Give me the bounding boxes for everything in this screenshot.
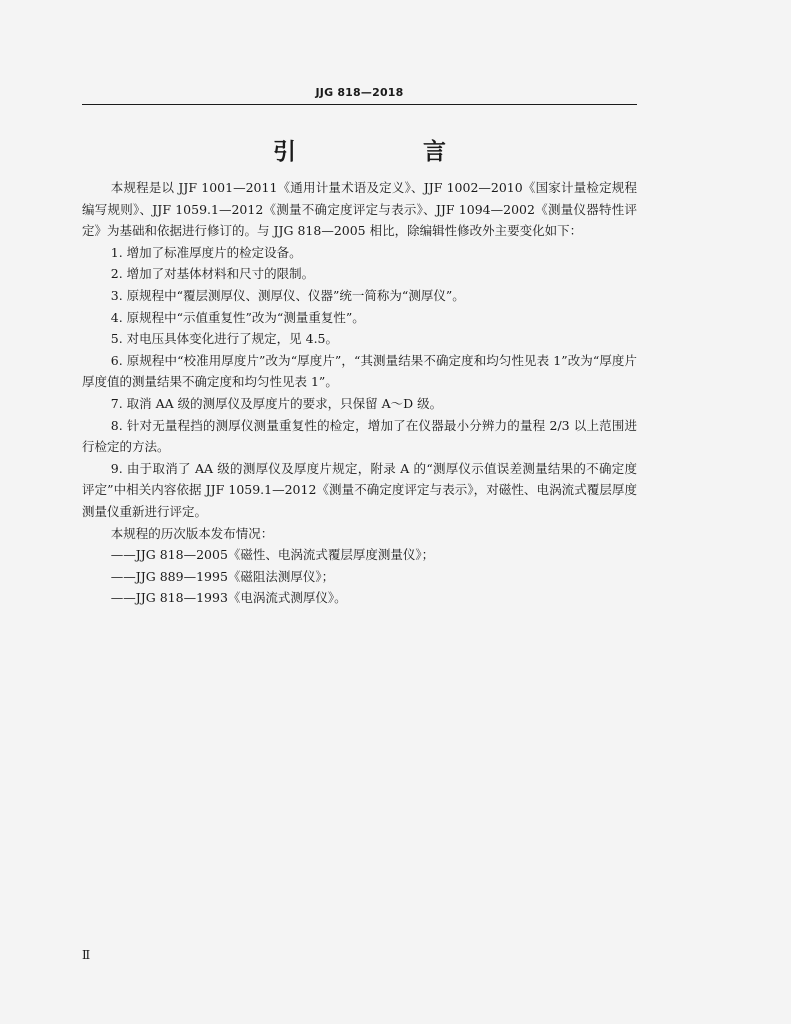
history-intro: 本规程的历次版本发布情况：	[110, 525, 274, 541]
page-number: Ⅱ	[82, 948, 91, 962]
header-rule	[82, 104, 637, 105]
body-text	[82, 177, 637, 609]
change-item-1: 1. 增加了标准厚度片的检定设备。	[110, 244, 302, 260]
change-item-6: 6. 原规程中“校准用厚度片”改为“厚度片”，“其测量结果不确定度和均匀性见表 1”改为“厚度片厚度值的测量结果不确定度和均匀性见表 1”。	[82, 352, 637, 390]
history-item-3: ——JJG 818—1993《电涡流式测厚仪》。	[110, 590, 347, 606]
section-title: 引 言	[273, 139, 498, 165]
change-item-5: 5. 对电压具体变化进行了规定，见 4.5。	[110, 331, 339, 347]
running-header: JJG 818—2018	[315, 86, 404, 99]
history-item-2: ——JJG 889—1995《磁阻法测厚仪》；	[110, 568, 335, 584]
change-item-2: 2. 增加了对基体材料和尺寸的限制。	[110, 266, 315, 282]
change-item-9: 9. 由于取消了 AA 级的测厚仪及厚度片规定，附录 A 的“测厚仪示值误差测量结果的不确定度评定”中相关内容依据 JJF 1059.1—2012《测量不确定度评定与表示》，对磁性、电涡流式覆层厚度测量仪重新进行评定。	[82, 460, 637, 519]
history-item-1: ——JJG 818—2005《磁性、电涡流式覆层厚度测量仪》；	[110, 547, 435, 563]
intro-paragraph: 本规程是以 JJF 1001—2011《通用计量术语及定义》、JJF 1002—2010《国家计量检定规程编写规则》、JJF 1059.1—2012《测量不确定度评定与表示》、JJF 1094—2002《测量仪器特性评定》为基础和依据进行修订的。与 JJG 818—2005 相比，除编辑性修改外主要变化如下：	[82, 180, 637, 239]
change-item-3: 3. 原规程中“覆层测厚仪、测厚仪、仪器”统一简称为“测厚仪”。	[110, 287, 465, 303]
change-item-4: 4. 原规程中“示值重复性”改为“测量重复性”。	[110, 309, 365, 325]
change-item-8: 8. 针对无量程挡的测厚仪测量重复性的检定，增加了在仪器最小分辨力的量程 2/3 以上范围进行检定的方法。	[82, 417, 637, 455]
change-item-7: 7. 取消 AA 级的测厚仪及厚度片的要求，只保留 A～D 级。	[110, 395, 443, 411]
